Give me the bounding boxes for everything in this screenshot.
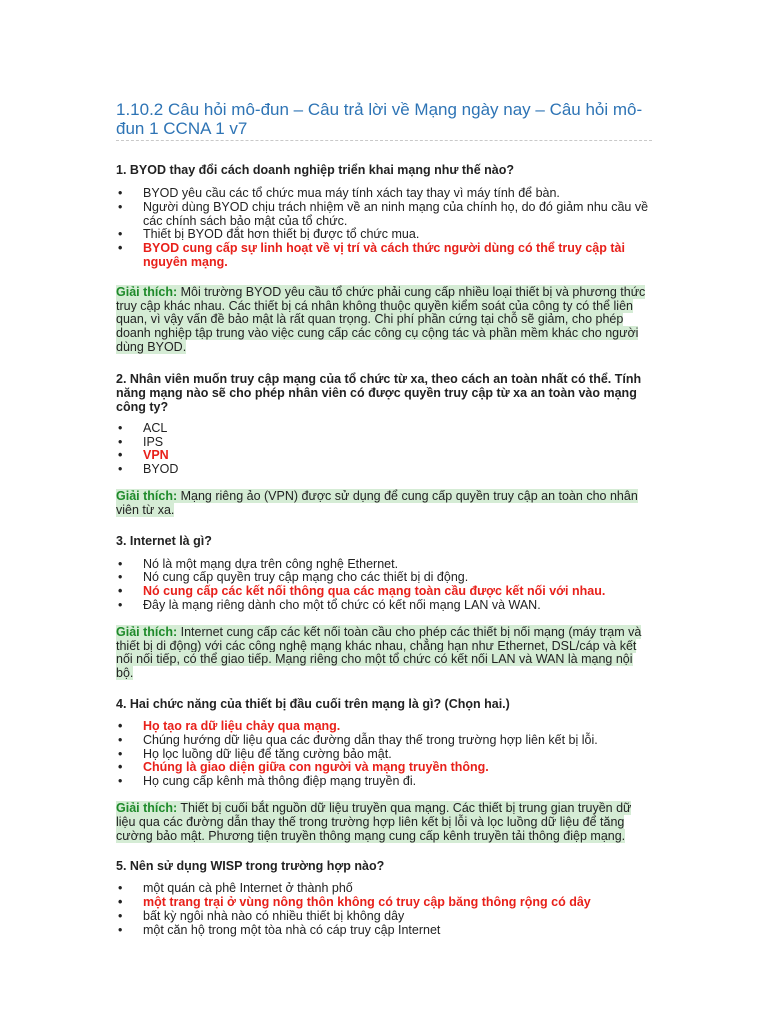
question-block-1 [116, 163, 652, 355]
options-list [116, 187, 652, 270]
question-block-2 [116, 372, 652, 518]
option-item-correct: • BYOD cung cấp sự linh hoạt về vị trí và cách thức người dùng có thể truy cập tài nguyên mạng. [116, 242, 652, 270]
option-item: • BYOD yêu cầu các tổ chức mua máy tính xách tay thay vì máy tính để bàn. [116, 187, 652, 201]
question-block-5 [116, 859, 652, 937]
option-item: • BYOD [116, 463, 652, 477]
question-block-3 [116, 534, 652, 681]
question-text: 1. BYOD thay đổi cách doanh nghiệp triển khai mạng như thế nào? [116, 163, 514, 177]
option-item: • Họ cung cấp kênh mà thông điệp mạng truyền đi. [116, 775, 652, 789]
option-item-correct: • VPN [116, 449, 652, 463]
question-text: 4. Hai chức năng của thiết bị đầu cuối trên mạng là gì? (Chọn hai.) [116, 696, 510, 711]
explanation-text: Thiết bị cuối bắt nguồn dữ liệu truyền qua mạng. Các thiết bị trung gian truyền dữ liệu qua các đường dẫn thay thế trong trường hợp liên kết bị lỗi và lọc luồng dữ liệu để tăng cường bảo mật. Phương tiện truyền thông mạng cung cấp kênh truyền tải thông điệp mạng. [116, 800, 632, 843]
explanation [116, 802, 652, 843]
option-item: • Nó là một mạng dựa trên công nghệ Ethernet. [116, 558, 652, 572]
option-item: • Thiết bị BYOD đắt hơn thiết bị được tổ chức mua. [116, 228, 652, 242]
option-item-correct: • một trang trại ở vùng nông thôn không có truy cập băng thông rộng có dây [116, 896, 652, 910]
page-title: 1.10.2 Câu hỏi mô-đun – Câu trả lời về Mạng ngày nay – Câu hỏi mô-đun 1 CCNA 1 v7 [116, 100, 652, 141]
explanation-label: Giải thích: [116, 624, 178, 639]
option-item: • ACL [116, 422, 652, 436]
explanation-label: Giải thích: [116, 488, 178, 503]
option-item: • IPS [116, 436, 652, 450]
option-item-correct: • Họ tạo ra dữ liệu chảy qua mạng. [116, 720, 652, 734]
question-text: 5. Nên sử dụng WISP trong trường hợp nào? [116, 859, 385, 874]
option-item: • bất kỳ ngôi nhà nào có nhiều thiết bị không dây [116, 910, 652, 924]
option-item: • Nó cung cấp quyền truy cập mạng cho các thiết bị di động. [116, 571, 652, 585]
option-item: • Người dùng BYOD chịu trách nhiệm về an ninh mạng của chính họ, do đó giảm nhu cầu về các chính sách bảo mật của tổ chức. [116, 201, 652, 229]
explanation-label: Giải thích: [116, 800, 178, 815]
explanation-text: Mạng riêng ảo (VPN) được sử dụng để cung cấp quyền truy cập an toàn cho nhân viên từ xa. [116, 488, 638, 517]
question-block-4 [116, 697, 652, 843]
options-list [116, 422, 652, 477]
question-text: 2. Nhân viên muốn truy cập mạng của tổ chức từ xa, theo cách an toàn nhất có thể. Tính năng mạng nào sẽ cho phép nhân viên có được quyền truy cập từ xa an toàn vào mạng công ty? [116, 371, 642, 414]
option-item: • một quán cà phê Internet ở thành phố [116, 882, 652, 896]
explanation-text: Môi trường BYOD yêu cầu tổ chức phải cung cấp nhiều loại thiết bị và phương thức truy cập khác nhau. Các thiết bị cá nhân không thuộc quyền kiểm soát của công ty có thể liên quan, vì vậy vấn đề bảo mật là rất quan trọng. Chi phí phần cứng tại chỗ sẽ giảm, cho phép doanh nghiệp tập trung vào việc cung cấp các công cụ cộng tác và phần mềm khác cho người dùng BYOD. [116, 284, 646, 354]
option-item-correct: • Chúng là giao diện giữa con người và mạng truyền thông. [116, 761, 652, 775]
option-item: • Họ lọc luồng dữ liệu để tăng cường bảo mật. [116, 748, 652, 762]
option-item: • Chúng hướng dữ liệu qua các đường dẫn thay thế trong trường hợp liên kết bị lỗi. [116, 734, 652, 748]
explanation [116, 286, 652, 355]
options-list [116, 882, 652, 937]
explanation [116, 490, 652, 518]
explanation [116, 626, 652, 681]
document-content [116, 100, 652, 937]
option-item: • Đây là mạng riêng dành cho một tổ chức có kết nối mạng LAN và WAN. [116, 599, 652, 613]
explanation-label: Giải thích: [116, 284, 178, 299]
options-list [116, 558, 652, 613]
question-text: 3. Internet là gì? [116, 533, 212, 548]
explanation-text: Internet cung cấp các kết nối toàn cầu cho phép các thiết bị nối mạng (máy trạm và thiết bị di động) với các công nghệ mạng khác nhau, chẳng hạn như Ethernet, DSL/cáp và kết nối nối tiếp, có thể giao tiếp. Mạng riêng cho một tổ chức có kết nối LAN và WAN là mạng nội bộ. [116, 624, 642, 681]
option-item-correct: • Nó cung cấp các kết nối thông qua các mạng toàn cầu được kết nối với nhau. [116, 585, 652, 599]
option-item: • một căn hộ trong một tòa nhà có cáp truy cập Internet [116, 924, 652, 938]
options-list [116, 720, 652, 789]
